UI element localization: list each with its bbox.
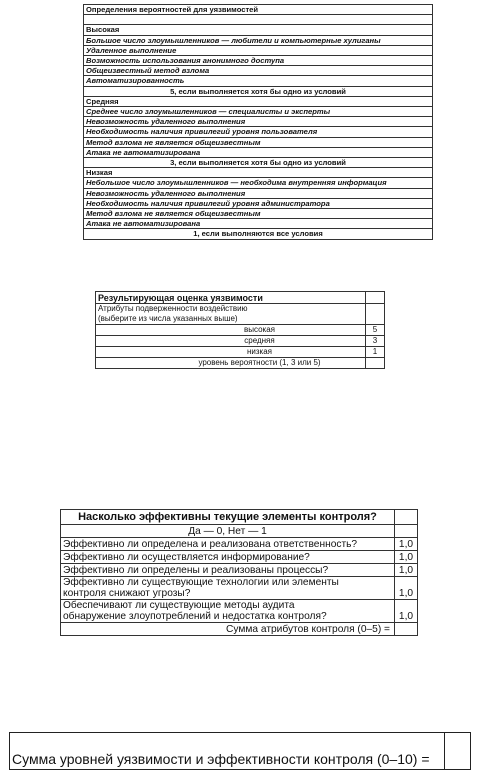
condition-item: Автоматизированность [84, 76, 433, 86]
condition-item: Большое число злоумышленников — любители и компьютерные хулиганы [84, 35, 433, 45]
attributes-instruction [96, 304, 366, 325]
probability-total-label: уровень вероятности (1, 3 или 5) [96, 358, 366, 369]
level-label: низкая [96, 347, 366, 358]
question-value: 1,0 [395, 600, 418, 623]
probability-total-value [366, 358, 385, 369]
score-rule: 1, если выполняются все условия [84, 229, 433, 239]
condition-item: Атака не автоматизирована [84, 219, 433, 229]
condition-item: Необходимость наличия привилегий уровня пользователя [84, 127, 433, 137]
condition-item: Метод взлома не является общеизвестным [84, 209, 433, 219]
blank-cell [366, 304, 385, 325]
level-medium-label: Средняя [84, 96, 433, 106]
question-value: 1,0 [395, 577, 418, 600]
vulnerability-rating-table [95, 291, 385, 369]
condition-item: Общеизвестный метод взлома [84, 66, 433, 76]
table-title: Результирующая оценка уязвимости [96, 292, 366, 304]
total-score-value [444, 733, 470, 769]
level-label: высокая [96, 325, 366, 336]
question-value: 1,0 [395, 538, 418, 551]
probability-definitions-table [83, 4, 433, 240]
question-value: 1,0 [395, 564, 418, 577]
score-rule: 3, если выполняется хотя бы одно из условий [84, 158, 433, 168]
level-label: средняя [96, 336, 366, 347]
question-line: контроля снижают угрозы? [63, 588, 191, 599]
level-value: 3 [366, 336, 385, 347]
condition-item: Удаленное выполнение [84, 45, 433, 55]
condition-item: Метод взлома не является общеизвестным [84, 137, 433, 147]
level-low-label: Низкая [84, 168, 433, 178]
level-value: 5 [366, 325, 385, 336]
control-effectiveness-table [60, 509, 418, 636]
question-line: Обеспечивают ли существующие методы аудита [63, 600, 295, 611]
condition-item: Атака не автоматизирована [84, 147, 433, 157]
question-informing: Эффективно ли осуществляется информирование? [61, 551, 395, 564]
question-technologies [61, 577, 395, 600]
level-high-label: Высокая [84, 25, 433, 35]
blank-cell [366, 292, 385, 304]
condition-item: Небольшое число злоумышленников — необходима внутренняя информация [84, 178, 433, 188]
blank-cell [395, 510, 418, 525]
question-line: обнаружение злоупотреблений и недостатка контроля? [63, 611, 327, 622]
score-rule: 5, если выполняется хотя бы одно из условий [84, 86, 433, 96]
condition-item: Невозможность удаленного выполнения [84, 188, 433, 198]
question-responsibility: Эффективно ли определена и реализована ответственность? [61, 538, 395, 551]
condition-item: Невозможность удаленного выполнения [84, 117, 433, 127]
condition-item: Возможность использования анонимного доступа [84, 56, 433, 66]
level-value: 1 [366, 347, 385, 358]
question-line: Эффективно ли существующие технологии или элементы [63, 577, 339, 588]
condition-item: Среднее число злоумышленников — специалисты и эксперты [84, 107, 433, 117]
table-title: Насколько эффективны текущие элементы контроля? [61, 510, 395, 525]
question-processes: Эффективно ли определены и реализованы процессы? [61, 564, 395, 577]
attributes-line-2: (выберите из числа указанных выше) [98, 314, 238, 323]
control-sum-value [395, 623, 418, 636]
total-score-box [9, 732, 471, 770]
attributes-line-1: Атрибуты подверженности воздействию [98, 304, 248, 313]
question-audit [61, 600, 395, 623]
table-title: Определения вероятностей для уязвимостей [84, 5, 433, 15]
total-score-label: Сумма уровней уязвимости и эффективности контроля (0–10) = [12, 751, 430, 767]
question-value: 1,0 [395, 551, 418, 564]
blank-cell [395, 525, 418, 538]
blank-row [84, 15, 433, 25]
condition-item: Необходимость наличия привилегий уровня администратора [84, 198, 433, 208]
control-sum-label: Сумма атрибутов контроля (0–5) = [61, 623, 395, 636]
scoring-legend: Да — 0, Нет — 1 [61, 525, 395, 538]
